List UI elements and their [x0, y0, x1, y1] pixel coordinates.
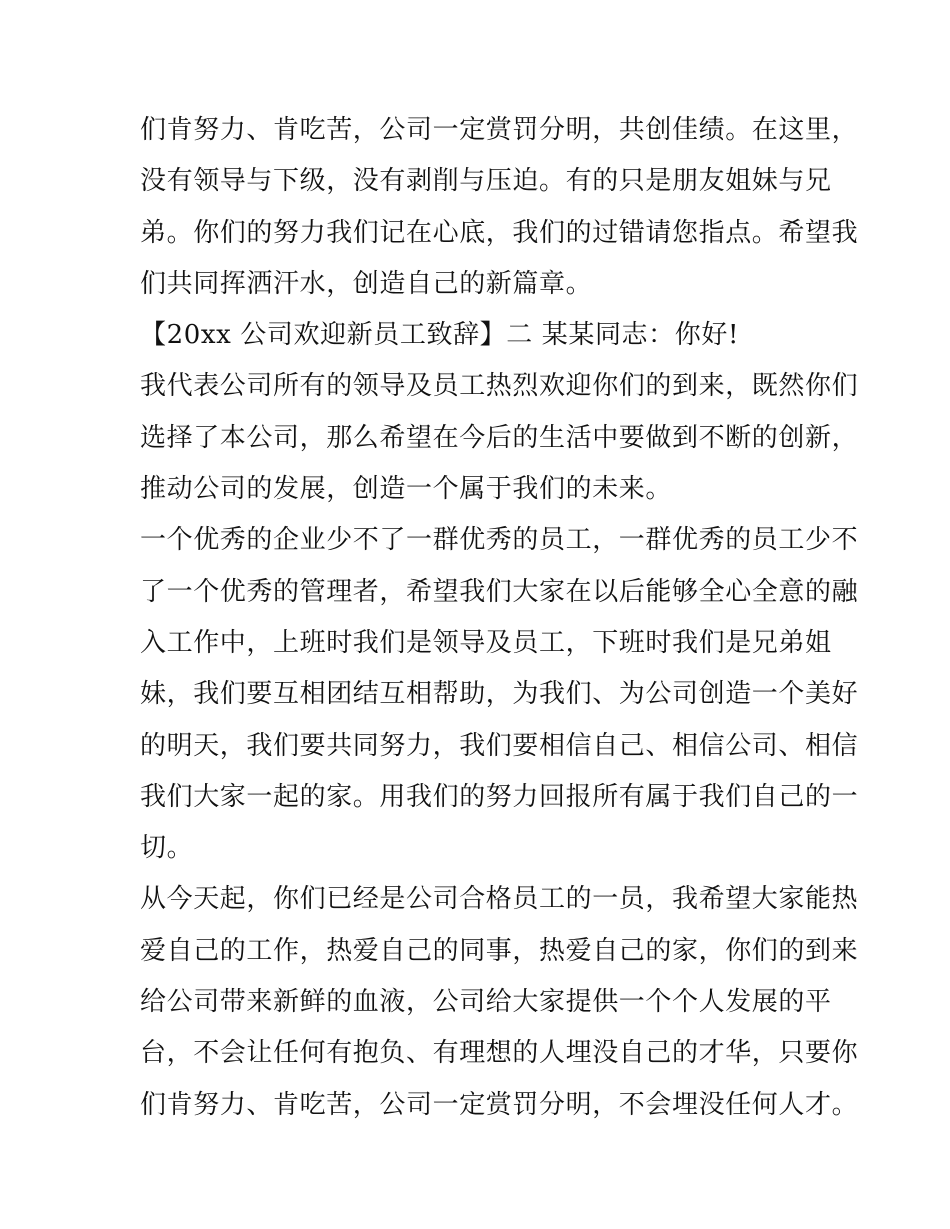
text-line: 们共同挥洒汗水，创造自己的新篇章。 [140, 268, 593, 299]
text-line: 入工作中，上班时我们是领导及员工，下班时我们是兄弟姐 [140, 627, 832, 658]
text-line: 台，不会让任何有抱负、有理想的人埋没自己的才华，只要你 [140, 1038, 859, 1069]
text-line: 给公司带来新鲜的血液，公司给大家提供一个个人发展的平 [140, 987, 832, 1018]
document-body [140, 105, 859, 1131]
text-line: 弟。你们的努力我们记在心底，我们的过错请您指点。希望我 [140, 217, 859, 248]
text-line: 推动公司的发展，创造一个属于我们的未来。 [140, 474, 673, 505]
text-line: 我们大家一起的家。用我们的努力回报所有属于我们自己的一 [140, 781, 859, 812]
section-heading: 【20xx 公司欢迎新员工致辞】二 某某同志：你好! [140, 320, 739, 351]
text-line: 一个优秀的企业少不了一群优秀的员工，一群优秀的员工少不 [140, 525, 859, 556]
text-line: 从今天起，你们已经是公司合格员工的一员，我希望大家能热 [140, 884, 859, 915]
text-line: 妹，我们要互相团结互相帮助，为我们、为公司创造一个美好 [140, 679, 859, 710]
text-line: 的明天，我们要共同努力，我们要相信自己、相信公司、相信 [140, 730, 859, 761]
text-line: 切。 [140, 833, 194, 864]
text-line: 们肯努力、肯吃苦，公司一定赏罚分明，共创佳绩。在这里， [140, 115, 859, 145]
text-line: 选择了本公司，那么希望在今后的生活中要做到不断的创新， [140, 422, 859, 453]
text-line: 爱自己的工作，热爱自己的同事，热爱自己的家，你们的到来 [140, 935, 859, 966]
text-line: 没有领导与下级，没有剥削与压迫。有的只是朋友姐妹与兄 [140, 166, 832, 197]
text-line: 我代表公司所有的领导及员工热烈欢迎你们的到来，既然你们 [140, 371, 859, 402]
text-line: 们肯努力、肯吃苦，公司一定赏罚分明，不会埋没任何人才。 [140, 1089, 859, 1120]
text-line: 了一个优秀的管理者，希望我们大家在以后能够全心全意的融 [140, 576, 859, 607]
